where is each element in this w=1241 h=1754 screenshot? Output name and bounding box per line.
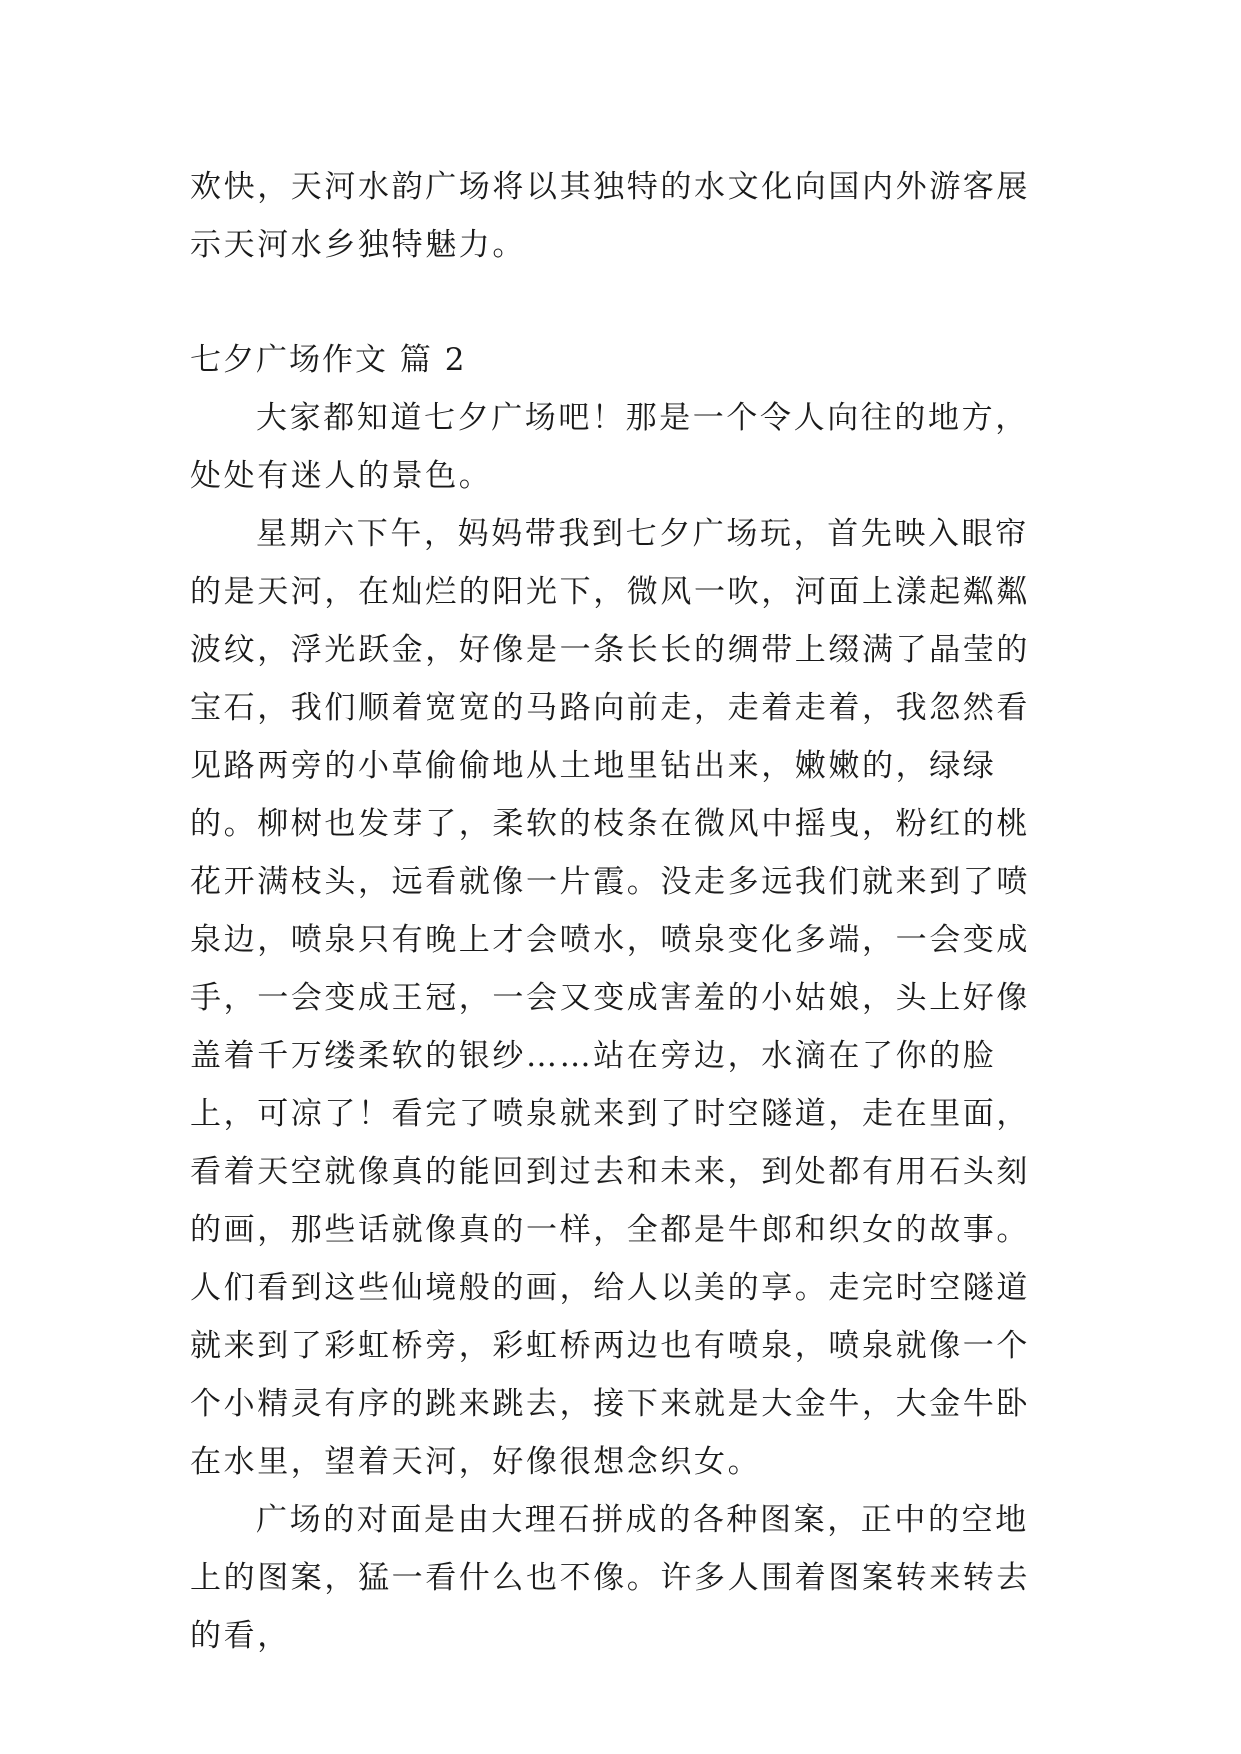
section-heading: 七夕广场作文 篇 2 xyxy=(190,342,467,378)
paragraph: 星期六下午，妈妈带我到七夕广场玩，首先映入眼帘的是天河，在灿烂的阳光下，微风一吹，河面上漾起粼粼波纹，浮光跃金，好像是一条长长的绸带上缀满了晶莹的宝石，我们顺着宽宽的马路向前走，走着走着，我忽然看见路两旁的小草偷偷地从土地里钻出来，嫩嫩的，绿绿的。柳树也发芽了，柔软的枝条在微风中摇曳，粉红的桃花开满枝头，远看就像一片霞。没走多远我们就来到了喷泉边，喷泉只有晚上才会喷水，喷泉变化多端，一会变成手，一会变成王冠，一会又变成害羞的小姑娘，头上好像盖着千万缕柔软的银纱……站在旁边，水滴在了你的脸上，可凉了！看完了喷泉就来到了时空隧道，走在里面，看着天空就像真的能回到过去和未来，到处都有用石头刻的画，那些话就像真的一样，全都是牛郎和织女的故事。人们看到这些仙境般的画，给人以美的享。走完时空隧道就来到了彩虹桥旁，彩虹桥两边也有喷泉，喷泉就像一个个小精灵有序的跳来跳去，接下来就是大金牛，大金牛卧在水里，望着天河，好像很想念织女。 xyxy=(190,516,1030,1480)
paragraph: 广场的对面是由大理石拼成的各种图案，正中的空地上的图案，猛一看什么也不像。许多人围着图案转来转去的看， xyxy=(190,1502,1030,1654)
paragraph-continuation: 欢快，天河水韵广场将以其独特的水文化向国内外游客展示天河水乡独特魅力。 xyxy=(190,169,1030,263)
top-text-block xyxy=(190,158,1052,274)
essay-body xyxy=(190,389,1052,1665)
paragraph: 大家都知道七夕广场吧！那是一个令人向往的地方，处处有迷人的景色。 xyxy=(190,400,1029,494)
